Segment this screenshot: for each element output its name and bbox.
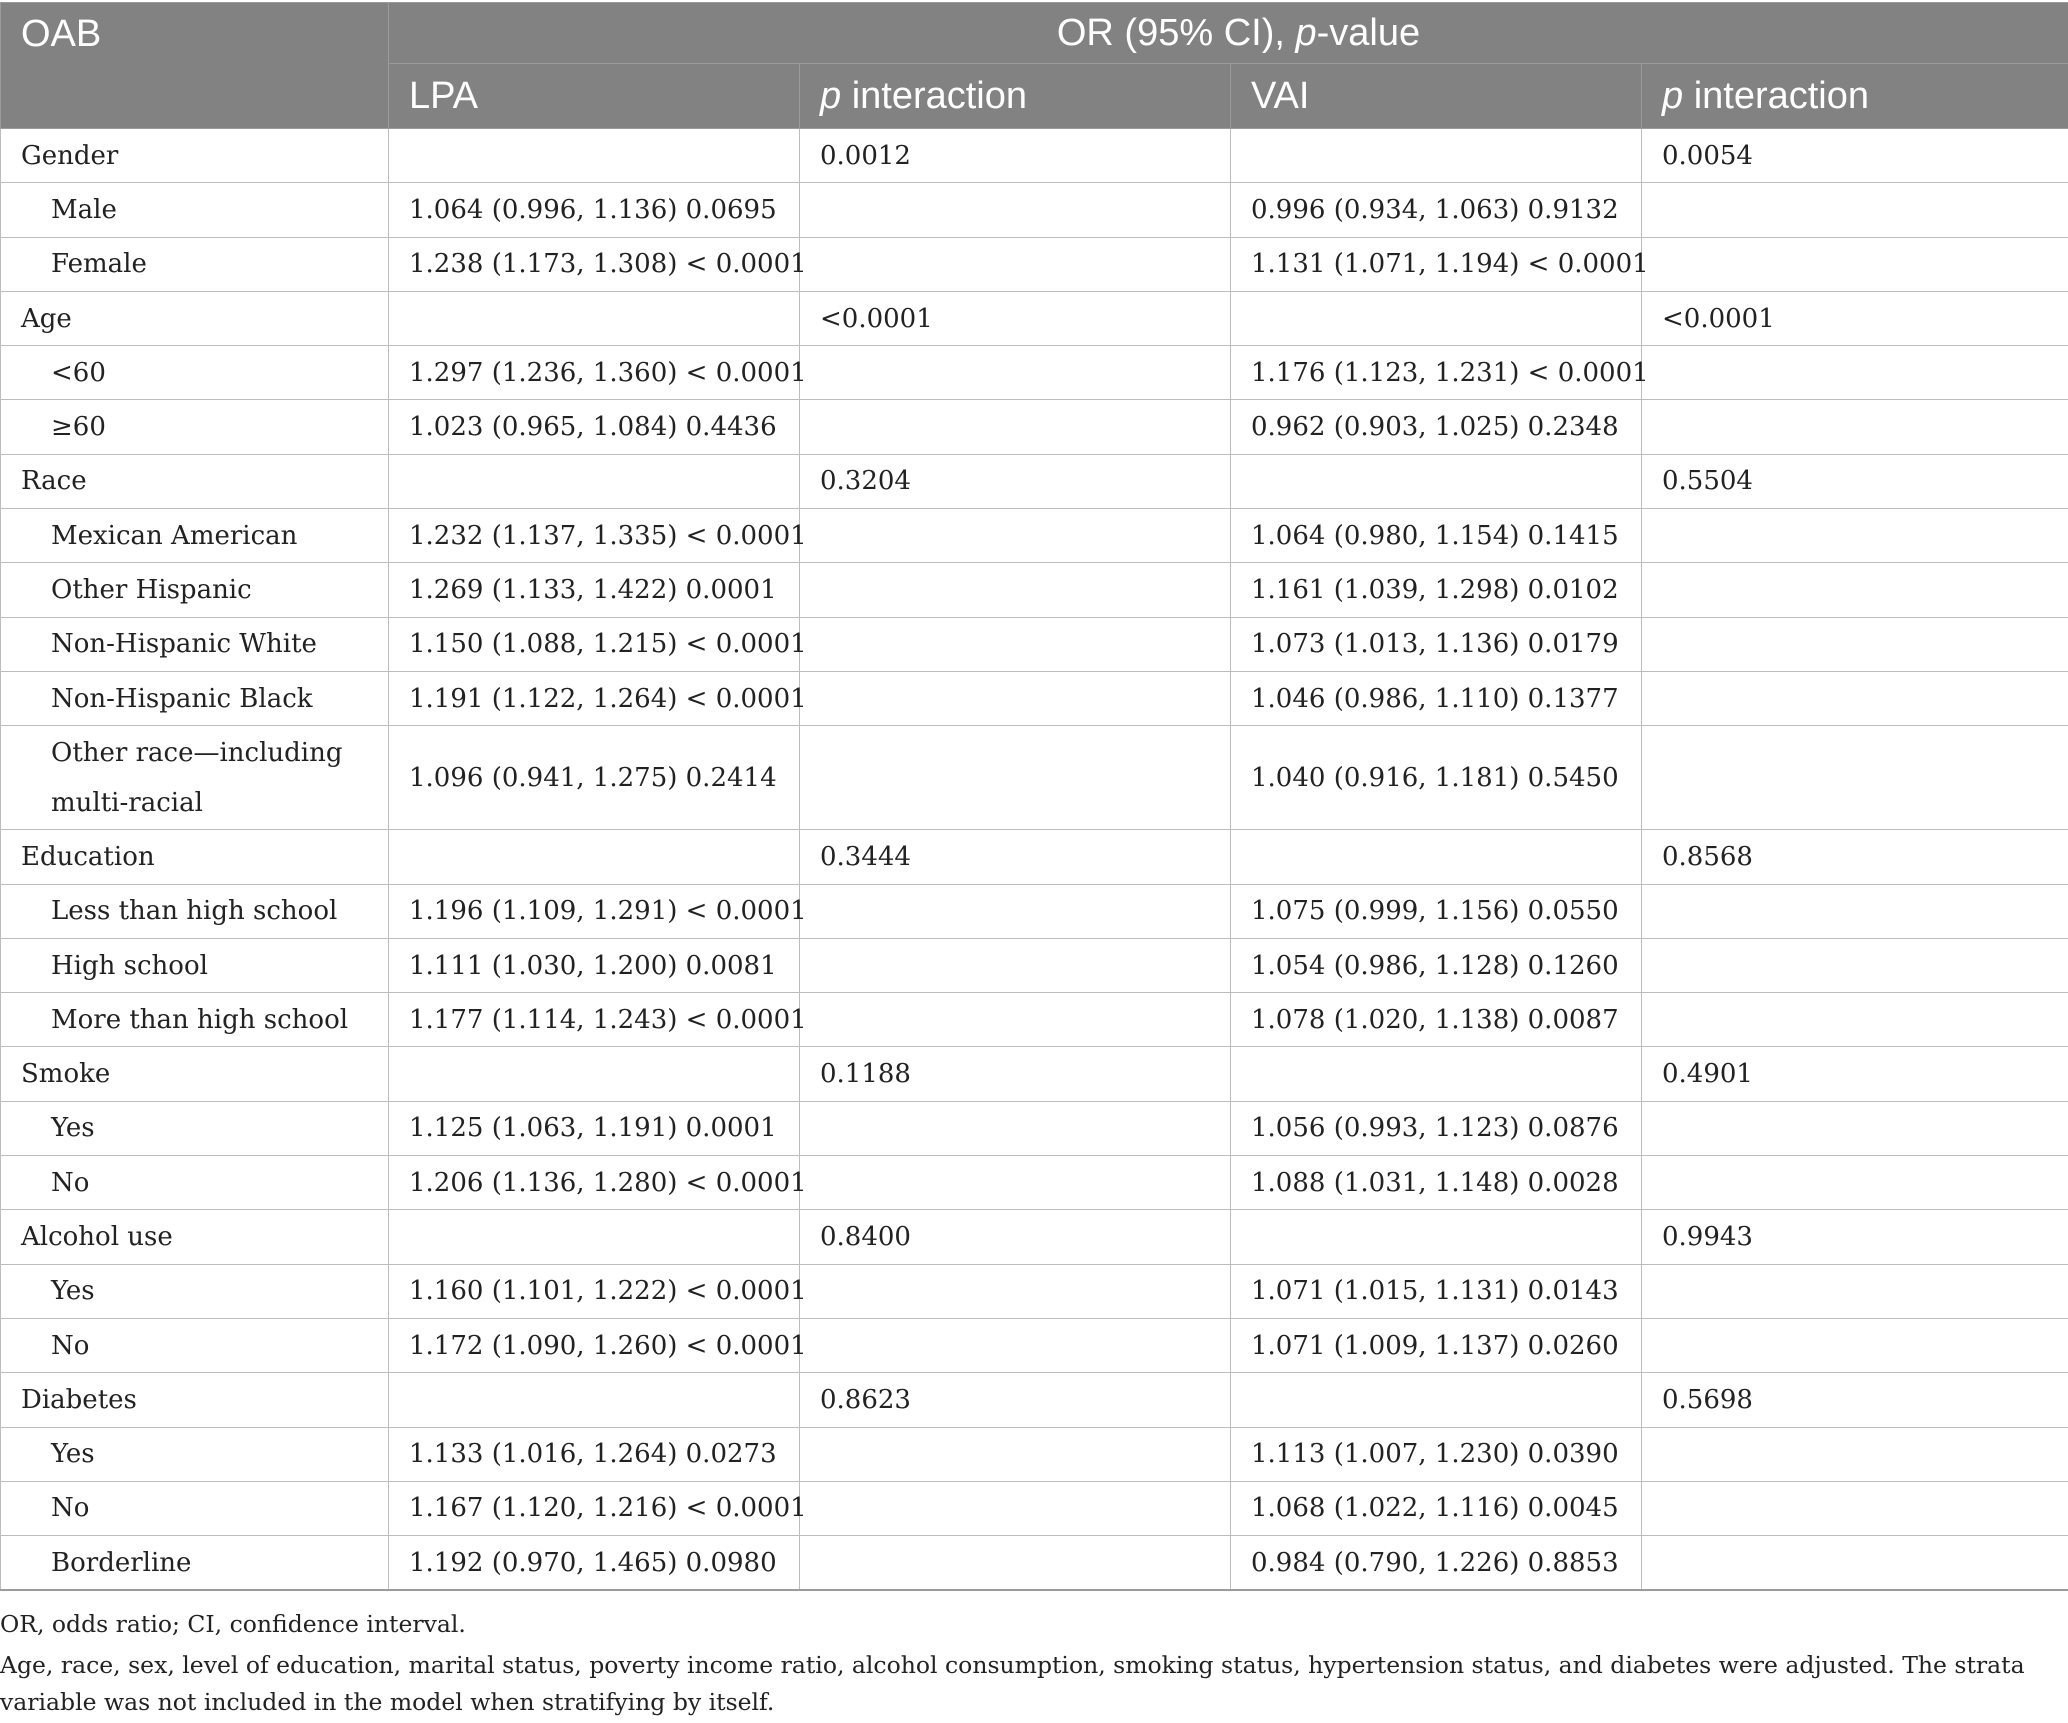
cell-vai-or: 1.088 (1.031, 1.148) 0.0028 xyxy=(1231,1156,1642,1210)
cell-lpa-p-interaction xyxy=(800,563,1231,617)
cell-lpa-p-interaction xyxy=(800,237,1231,291)
cell-vai-p-interaction: 0.9943 xyxy=(1642,1210,2068,1264)
cell-vai-p-interaction xyxy=(1642,1101,2068,1155)
cell-lpa-or: 1.125 (1.063, 1.191) 0.0001 xyxy=(389,1101,800,1155)
cell-vai-or: 0.984 (0.790, 1.226) 0.8853 xyxy=(1231,1536,1642,1591)
table-row xyxy=(1,993,2068,1047)
header-oab: OAB xyxy=(1,3,389,129)
cell-lpa-or: 1.111 (1.030, 1.200) 0.0081 xyxy=(389,938,800,992)
cell-vai-p-interaction: 0.8568 xyxy=(1642,830,2068,884)
header-p-interaction-vai xyxy=(1642,64,2068,129)
cell-subgroup: Alcohol use xyxy=(1,1210,389,1264)
cell-vai-or xyxy=(1231,291,1642,345)
cell-lpa-p-interaction: 0.8623 xyxy=(800,1373,1231,1427)
cell-vai-or: 1.071 (1.009, 1.137) 0.0260 xyxy=(1231,1318,1642,1372)
cell-subgroup: ≥60 xyxy=(1,400,389,454)
table-row xyxy=(1,726,2068,830)
cell-lpa-p-interaction xyxy=(800,993,1231,1047)
table-row xyxy=(1,1264,2068,1318)
header-p-suffix: interaction xyxy=(841,74,1028,117)
cell-lpa-p-interaction xyxy=(800,1427,1231,1481)
table-row xyxy=(1,617,2068,671)
cell-vai-p-interaction xyxy=(1642,237,2068,291)
cell-subgroup: Race xyxy=(1,454,389,508)
cell-vai-or: 1.075 (0.999, 1.156) 0.0550 xyxy=(1231,884,1642,938)
cell-subgroup: Yes xyxy=(1,1264,389,1318)
header-p-interaction-lpa xyxy=(800,64,1231,129)
cell-lpa-p-interaction xyxy=(800,726,1231,830)
cell-vai-or: 0.996 (0.934, 1.063) 0.9132 xyxy=(1231,183,1642,237)
table-row-group xyxy=(1,830,2068,884)
cell-vai-or: 1.176 (1.123, 1.231) < 0.0001 xyxy=(1231,346,1642,400)
table-row xyxy=(1,884,2068,938)
cell-subgroup: Non-Hispanic Black xyxy=(1,671,389,725)
cell-lpa-or: 1.177 (1.114, 1.243) < 0.0001 xyxy=(389,993,800,1047)
header-or-italic: p xyxy=(1295,11,1317,54)
table-row xyxy=(1,1536,2068,1591)
cell-vai-p-interaction xyxy=(1642,938,2068,992)
cell-lpa-or xyxy=(389,1210,800,1264)
table-row xyxy=(1,563,2068,617)
cell-lpa-p-interaction xyxy=(800,938,1231,992)
table-row xyxy=(1,1427,2068,1481)
table-row xyxy=(1,671,2068,725)
cell-subgroup: Less than high school xyxy=(1,884,389,938)
cell-lpa-p-interaction xyxy=(800,1264,1231,1318)
cell-lpa-p-interaction xyxy=(800,1156,1231,1210)
cell-subgroup: No xyxy=(1,1481,389,1535)
cell-subgroup: Female xyxy=(1,237,389,291)
cell-subgroup: Gender xyxy=(1,129,389,183)
cell-vai-p-interaction xyxy=(1642,1318,2068,1372)
header-or-prefix: OR (95% CI), xyxy=(1056,11,1296,54)
table-row xyxy=(1,1156,2068,1210)
cell-vai-or xyxy=(1231,129,1642,183)
table-row xyxy=(1,509,2068,563)
cell-subgroup: High school xyxy=(1,938,389,992)
cell-subgroup: Diabetes xyxy=(1,1373,389,1427)
cell-vai-p-interaction xyxy=(1642,563,2068,617)
cell-vai-or xyxy=(1231,1047,1642,1101)
cell-lpa-p-interaction xyxy=(800,884,1231,938)
cell-subgroup: Mexican American xyxy=(1,509,389,563)
cell-vai-p-interaction xyxy=(1642,671,2068,725)
cell-lpa-p-interaction xyxy=(800,400,1231,454)
cell-subgroup: Male xyxy=(1,183,389,237)
cell-lpa-p-interaction: <0.0001 xyxy=(800,291,1231,345)
cell-lpa-p-interaction: 0.3204 xyxy=(800,454,1231,508)
table-row xyxy=(1,1101,2068,1155)
cell-vai-or: 1.161 (1.039, 1.298) 0.0102 xyxy=(1231,563,1642,617)
cell-vai-p-interaction xyxy=(1642,884,2068,938)
cell-vai-or xyxy=(1231,1373,1642,1427)
cell-vai-or: 1.040 (0.916, 1.181) 0.5450 xyxy=(1231,726,1642,830)
cell-vai-p-interaction xyxy=(1642,1481,2068,1535)
cell-vai-p-interaction xyxy=(1642,509,2068,563)
cell-subgroup: <60 xyxy=(1,346,389,400)
cell-vai-p-interaction: 0.4901 xyxy=(1642,1047,2068,1101)
cell-vai-p-interaction: 0.5698 xyxy=(1642,1373,2068,1427)
cell-lpa-or xyxy=(389,129,800,183)
cell-lpa-or: 1.023 (0.965, 1.084) 0.4436 xyxy=(389,400,800,454)
footnote-adjustment: Age, race, sex, level of education, marital status, poverty income ratio, alcohol consumption, smoking status, hypertension status, and diabetes were adjusted. The strata variable was not included in the model when stratifying by itself. xyxy=(0,1651,2025,1716)
header-or-group xyxy=(389,3,2068,64)
cell-lpa-or: 1.269 (1.133, 1.422) 0.0001 xyxy=(389,563,800,617)
cell-lpa-p-interaction xyxy=(800,183,1231,237)
table-header xyxy=(1,3,2068,129)
cell-lpa-p-interaction xyxy=(800,1318,1231,1372)
cell-lpa-or: 1.133 (1.016, 1.264) 0.0273 xyxy=(389,1427,800,1481)
cell-lpa-or xyxy=(389,1047,800,1101)
cell-lpa-or: 1.096 (0.941, 1.275) 0.2414 xyxy=(389,726,800,830)
cell-lpa-or: 1.196 (1.109, 1.291) < 0.0001 xyxy=(389,884,800,938)
cell-vai-p-interaction: <0.0001 xyxy=(1642,291,2068,345)
table-row-group xyxy=(1,129,2068,183)
cell-subgroup: Education xyxy=(1,830,389,884)
header-row-1 xyxy=(1,3,2068,64)
cell-vai-or: 1.054 (0.986, 1.128) 0.1260 xyxy=(1231,938,1642,992)
cell-lpa-p-interaction xyxy=(800,617,1231,671)
cell-vai-or: 1.068 (1.022, 1.116) 0.0045 xyxy=(1231,1481,1642,1535)
table-row xyxy=(1,1318,2068,1372)
cell-lpa-or: 1.064 (0.996, 1.136) 0.0695 xyxy=(389,183,800,237)
cell-lpa-p-interaction: 0.3444 xyxy=(800,830,1231,884)
cell-lpa-or xyxy=(389,454,800,508)
cell-vai-or xyxy=(1231,454,1642,508)
cell-vai-p-interaction xyxy=(1642,346,2068,400)
table-row-group xyxy=(1,1373,2068,1427)
cell-vai-or: 1.073 (1.013, 1.136) 0.0179 xyxy=(1231,617,1642,671)
cell-vai-p-interaction xyxy=(1642,183,2068,237)
cell-lpa-p-interaction: 0.0012 xyxy=(800,129,1231,183)
table-row-group xyxy=(1,1210,2068,1264)
cell-vai-or: 1.064 (0.980, 1.154) 0.1415 xyxy=(1231,509,1642,563)
cell-vai-or xyxy=(1231,830,1642,884)
header-p-suffix: interaction xyxy=(1683,74,1870,117)
cell-lpa-or: 1.232 (1.137, 1.335) < 0.0001 xyxy=(389,509,800,563)
cell-vai-or: 1.131 (1.071, 1.194) < 0.0001 xyxy=(1231,237,1642,291)
table-row xyxy=(1,1481,2068,1535)
header-or-suffix: -value xyxy=(1316,11,1421,54)
cell-vai-p-interaction xyxy=(1642,1536,2068,1591)
cell-vai-p-interaction xyxy=(1642,993,2068,1047)
cell-lpa-p-interaction xyxy=(800,509,1231,563)
header-vai: VAI xyxy=(1231,64,1642,129)
table-row-group xyxy=(1,454,2068,508)
cell-vai-or xyxy=(1231,1210,1642,1264)
cell-lpa-p-interaction: 0.8400 xyxy=(800,1210,1231,1264)
table-row xyxy=(1,938,2068,992)
cell-vai-p-interaction: 0.0054 xyxy=(1642,129,2068,183)
cell-lpa-or: 1.297 (1.236, 1.360) < 0.0001 xyxy=(389,346,800,400)
cell-subgroup: Age xyxy=(1,291,389,345)
cell-lpa-or xyxy=(389,291,800,345)
table-row xyxy=(1,346,2068,400)
table-row-group xyxy=(1,1047,2068,1101)
cell-vai-p-interaction xyxy=(1642,400,2068,454)
table-row xyxy=(1,400,2068,454)
cell-subgroup: Borderline xyxy=(1,1536,389,1591)
table-body xyxy=(1,129,2068,1591)
cell-vai-p-interaction xyxy=(1642,1427,2068,1481)
cell-lpa-or: 1.238 (1.173, 1.308) < 0.0001 xyxy=(389,237,800,291)
footnotes xyxy=(0,1606,2060,1721)
cell-lpa-or: 1.150 (1.088, 1.215) < 0.0001 xyxy=(389,617,800,671)
cell-vai-p-interaction xyxy=(1642,1156,2068,1210)
cell-subgroup: Yes xyxy=(1,1101,389,1155)
header-p-italic: p xyxy=(820,74,842,117)
cell-vai-p-interaction xyxy=(1642,617,2068,671)
footnote-abbreviations: OR, odds ratio; CI, confidence interval. xyxy=(0,1610,466,1638)
header-p-italic: p xyxy=(1662,74,1684,117)
cell-vai-p-interaction: 0.5504 xyxy=(1642,454,2068,508)
cell-subgroup: Smoke xyxy=(1,1047,389,1101)
cell-vai-or: 1.113 (1.007, 1.230) 0.0390 xyxy=(1231,1427,1642,1481)
table-row-group xyxy=(1,291,2068,345)
cell-lpa-p-interaction xyxy=(800,1536,1231,1591)
cell-vai-p-interaction xyxy=(1642,1264,2068,1318)
header-lpa: LPA xyxy=(389,64,800,129)
cell-lpa-or: 1.206 (1.136, 1.280) < 0.0001 xyxy=(389,1156,800,1210)
cell-lpa-or: 1.172 (1.090, 1.260) < 0.0001 xyxy=(389,1318,800,1372)
cell-lpa-or: 1.160 (1.101, 1.222) < 0.0001 xyxy=(389,1264,800,1318)
cell-vai-or: 0.962 (0.903, 1.025) 0.2348 xyxy=(1231,400,1642,454)
cell-vai-or: 1.078 (1.020, 1.138) 0.0087 xyxy=(1231,993,1642,1047)
cell-lpa-p-interaction: 0.1188 xyxy=(800,1047,1231,1101)
cell-vai-or: 1.071 (1.015, 1.131) 0.0143 xyxy=(1231,1264,1642,1318)
cell-vai-or: 1.046 (0.986, 1.110) 0.1377 xyxy=(1231,671,1642,725)
results-table xyxy=(0,2,2068,1591)
cell-vai-p-interaction xyxy=(1642,726,2068,830)
cell-lpa-or xyxy=(389,1373,800,1427)
table-row xyxy=(1,237,2068,291)
cell-subgroup: No xyxy=(1,1156,389,1210)
cell-subgroup: No xyxy=(1,1318,389,1372)
cell-lpa-or: 1.192 (0.970, 1.465) 0.0980 xyxy=(389,1536,800,1591)
cell-lpa-or xyxy=(389,830,800,884)
cell-lpa-p-interaction xyxy=(800,346,1231,400)
cell-vai-or: 1.056 (0.993, 1.123) 0.0876 xyxy=(1231,1101,1642,1155)
cell-subgroup: Other race—including multi-racial xyxy=(1,726,389,830)
cell-lpa-p-interaction xyxy=(800,671,1231,725)
cell-lpa-or: 1.167 (1.120, 1.216) < 0.0001 xyxy=(389,1481,800,1535)
cell-subgroup: Other Hispanic xyxy=(1,563,389,617)
cell-subgroup: Non-Hispanic White xyxy=(1,617,389,671)
cell-subgroup: Yes xyxy=(1,1427,389,1481)
cell-subgroup: More than high school xyxy=(1,993,389,1047)
cell-lpa-p-interaction xyxy=(800,1101,1231,1155)
cell-lpa-or: 1.191 (1.122, 1.264) < 0.0001 xyxy=(389,671,800,725)
cell-lpa-p-interaction xyxy=(800,1481,1231,1535)
table-row xyxy=(1,183,2068,237)
